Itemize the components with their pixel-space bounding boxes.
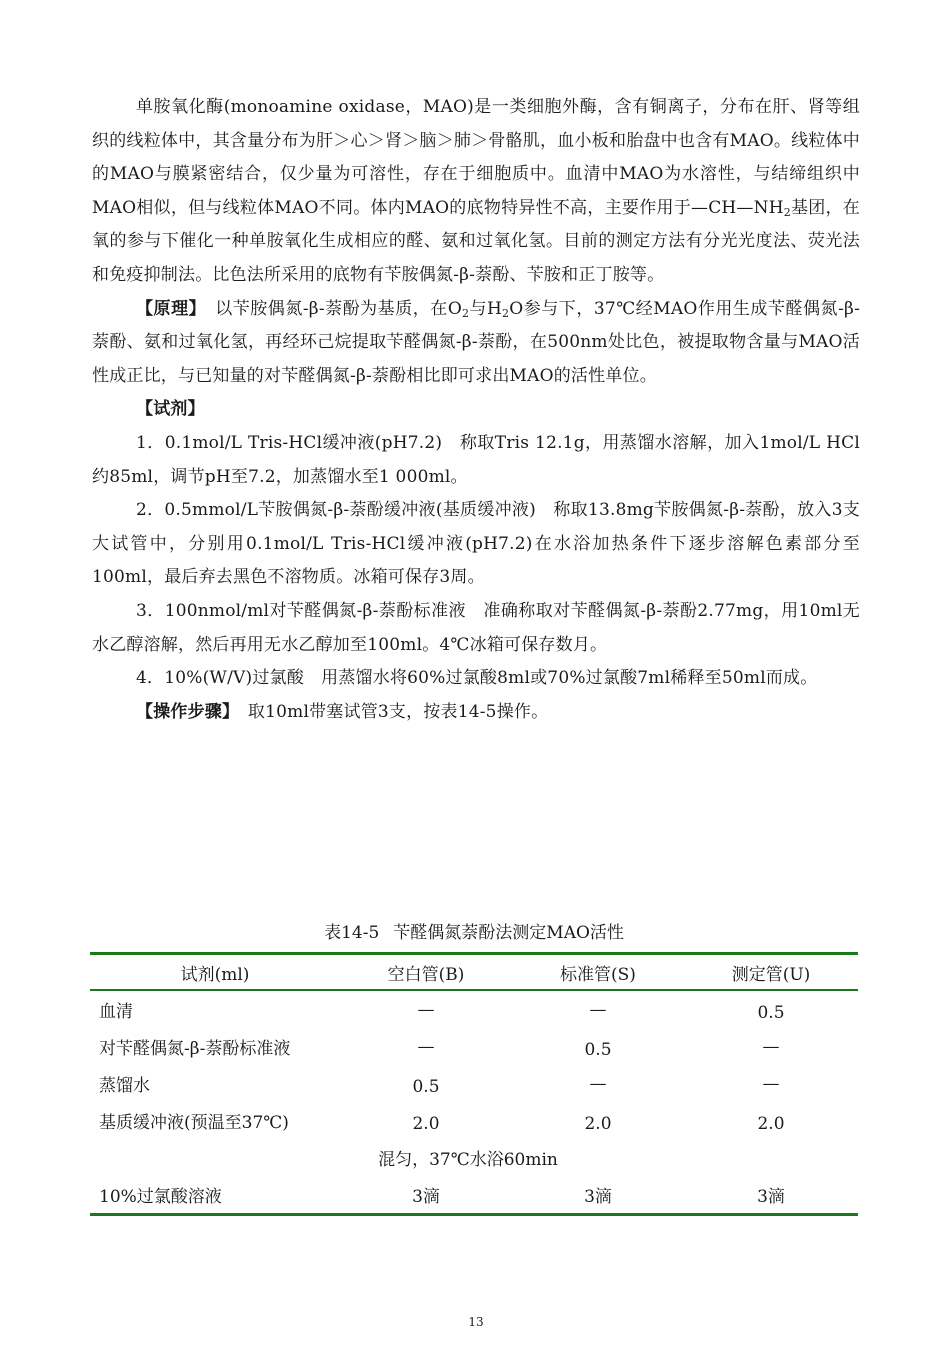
table-cell: 2.0 [412,1113,440,1134]
column-header: 空白管(B) [387,964,465,985]
table-cell: 3滴 [412,1187,440,1207]
table-cell: 蒸馏水 [99,1076,150,1096]
reagent-item: 2．0.5mmol/L苄胺偶氮-β-萘酚缓冲液(基质缓冲液) 称取13.8mg苄胺偶氮-β-萘酚，放入3支大试管中，分别用0.1mol/L Tris-HCl缓冲液(pH7.2)在水浴加热条件下逐步溶解色素部分至100ml，最后弃去黑色不溶物质。冰箱可保存3周。 [92,500,860,588]
table-cell: — [417,999,435,1020]
column-header: 测定管(U) [731,964,811,985]
table-number: 表14-5 [324,923,380,943]
principle-paragraph [92,293,860,394]
procedure-text: 取10ml带塞试管3支，按表14-5操作。 [247,701,549,722]
table-cell: — [417,1036,435,1057]
table-cell: 血清 [99,1002,133,1022]
table-row [90,1176,858,1215]
table-cell: 0.5 [757,1002,785,1023]
merged-cell: 混匀，37℃水浴60min [378,1150,558,1170]
table-cell: — [589,1073,607,1094]
table-cell: 0.5 [584,1039,612,1060]
column-header: 试剂(ml) [180,964,250,985]
table-cell: 2.0 [584,1113,612,1134]
table-caption [90,920,858,946]
table-cell: 10%过氯酸溶液 [99,1187,222,1207]
chemical-group: —CH—NH [691,197,784,218]
page-number: 13 [468,1315,484,1329]
principle-heading: 【原理】 [136,298,198,319]
table-cell: — [762,1073,780,1094]
reagent-item: 1．0.1mol/L Tris-HCl缓冲液(pH7.2) 称取Tris 12.1g，用蒸馏水溶解，加入1mol/L HCl约85ml，调节pH至7.2，加蒸馏水至1 000ml。 [92,432,860,487]
principle-text: O参与下，37℃经MAO作用生成苄醛偶氮-β-萘酚、氨和过氧化氢，再经环己烷提取苄醛偶氮-β-萘酚，在500nm处比色，被提取物含量与MAO活性成正比，与已知量的对苄醛偶氮-β-萘酚相比即可求出MAO的活性单位。 [92,298,861,386]
principle-text: 与H [469,298,503,319]
h2o-subscript: 2 [502,306,510,320]
table-cell: 3滴 [757,1187,785,1207]
table-title: 苄醛偶氮萘酚法测定MAO活性 [393,923,624,943]
reagent-item: 3．100nmol/ml对苄醛偶氮-β-萘酚标准液 准确称取对苄醛偶氮-β-萘酚2.77mg，用10ml无水乙醇溶解，然后再用无水乙醇加至100ml。4℃冰箱可保存数月。 [92,600,860,655]
chemical-subscript: 2 [783,205,791,219]
table-row [90,990,858,1028]
procedure-heading: 【操作步骤】 [136,701,231,722]
table-cell: — [589,999,607,1020]
column-header: 标准管(S) [560,964,636,985]
table-cell: 3滴 [584,1187,612,1207]
intro-text-tail: 基团，在氧的参与下催化一种单胺氧化生成相应的醛、氨和过氧化氢。目前的测定方法有分光光度法、荧光法和免疫抑制法。比色法所采用的底物有苄胺偶氮-β-萘酚、苄胺和正丁胺等。 [92,197,860,285]
table-block [90,920,858,1216]
table-cell: — [762,1036,780,1057]
reagent-item: 4．10%(W/V)过氯酸 用蒸馏水将60%过氯酸8ml或70%过氯酸7ml稀释至50ml而成。 [136,668,818,689]
table-header-row [90,954,858,991]
reagents-heading-line [92,393,860,427]
o2-subscript: 2 [461,306,470,320]
intro-text: 单胺氧化酶(monoamine oxidase，MAO)是一类细胞外酶，含有铜离子，分布在肝、肾等组织的线粒体中，其含量分布为肝＞心＞肾＞脑＞肺＞骨骼肌，血小板和胎盘中也含有MAO。线粒体中的MAO与膜紧密结合，仅少量为可溶性，存在于细胞质中。血清中MAO为水溶性，与结缔组织中MAO相似，但与线粒体MAO不同。体内MAO的底物特异性不高，主要作用于 [92,97,860,218]
body-text [92,91,860,729]
intro-paragraph [92,91,860,293]
principle-text: 以苄胺偶氮-β-萘酚为基质，在O [215,298,462,319]
table-cell: 基质缓冲液(预温至37℃) [99,1113,289,1133]
table-row [90,1102,858,1139]
table-row [90,1028,858,1065]
procedure-table [90,952,858,1216]
procedure-paragraph [92,696,860,730]
table-cell: 对苄醛偶氮-β-萘酚标准液 [99,1039,291,1059]
table-cell: 2.0 [757,1113,785,1134]
table-merged-row [90,1139,858,1176]
reagents-heading: 【试剂】 [136,399,205,420]
table-cell: 0.5 [412,1076,440,1097]
table-row [90,1065,858,1102]
